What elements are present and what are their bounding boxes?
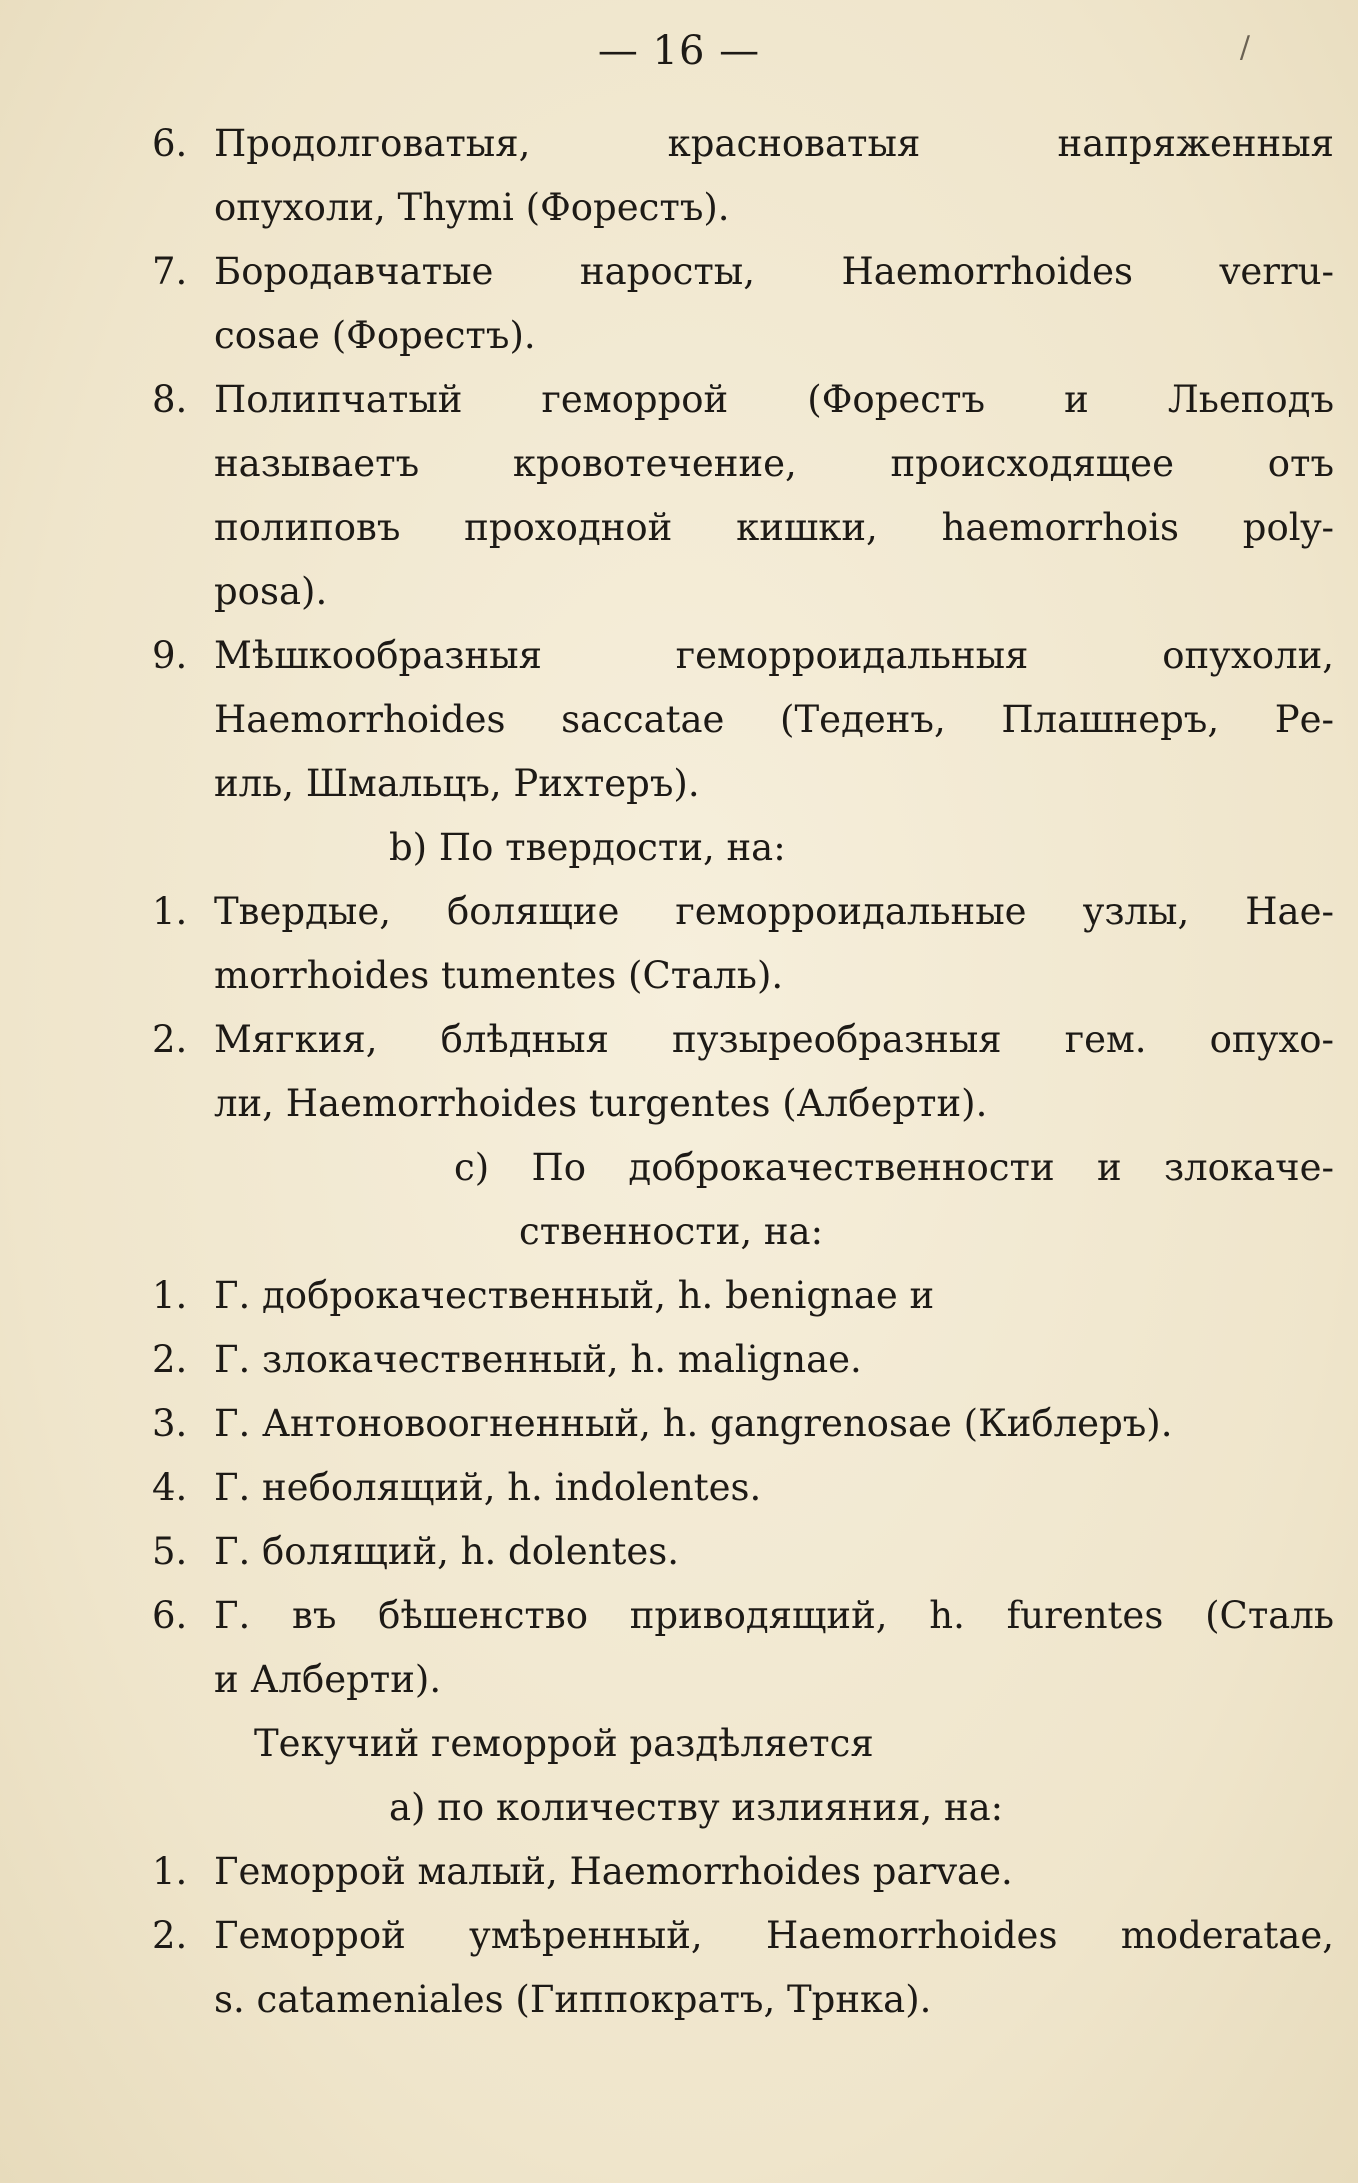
- text-body: [152, 112, 1334, 2032]
- line-text: Haemorrhoides saccatae (Теденъ, Плашнеръ, Ре-: [214, 698, 1334, 741]
- line-text: Г. болящий, h. dolentes.: [214, 1530, 680, 1573]
- line-text: Текучий геморрой раздѣляется: [254, 1722, 874, 1765]
- line-text: Мѣшкообразныя геморроидальныя опухоли,: [214, 634, 1334, 677]
- text-line: [214, 1136, 1334, 1200]
- text-line: [152, 1904, 1334, 1968]
- line-text: s. catameniales (Гиппократъ, Трнка).: [214, 1978, 932, 2021]
- line-text: Г. Антоновоогненный, h. gangrenosae (Киблеръ).: [214, 1402, 1173, 1445]
- line-text: ли, Haemorrhoides turgentes (Алберти).: [214, 1082, 988, 1125]
- text-line: [214, 496, 1334, 560]
- line-text: Полипчатый геморрой (Форестъ и Льеподъ: [214, 378, 1334, 421]
- line-text: Твердые, болящие геморроидальные узлы, Hae-: [214, 890, 1334, 933]
- item-number: 1.: [152, 1850, 188, 1893]
- line-text: Мягкия, блѣдныя пузыреобразныя гем. опухо-: [214, 1018, 1334, 1061]
- line-text: cosae (Форестъ).: [214, 314, 536, 357]
- text-line: [214, 304, 1334, 368]
- text-line: [152, 1584, 1334, 1648]
- item-number: 8.: [152, 378, 188, 421]
- text-line: [152, 240, 1334, 304]
- line-text: Г. неболящий, h. indolentes.: [214, 1466, 762, 1509]
- line-text: Бородавчатые наросты, Haemorrhoides verru-: [214, 250, 1334, 293]
- text-line: [214, 688, 1334, 752]
- item-number: 2.: [152, 1018, 188, 1061]
- text-line: [214, 1712, 1334, 1776]
- text-line: [152, 1392, 1334, 1456]
- text-line: [214, 560, 1334, 624]
- text-line: [214, 1648, 1334, 1712]
- text-line: [214, 752, 1334, 816]
- line-text: иль, Шмальцъ, Рихтеръ).: [214, 762, 700, 805]
- item-number: 2.: [152, 1338, 188, 1381]
- line-text: полиповъ проходной кишки, haemorrhois poly-: [214, 506, 1334, 549]
- line-text: Г. доброкачественный, h. benignae и: [214, 1274, 935, 1317]
- item-number: 6.: [152, 1594, 188, 1637]
- line-text: Продолговатыя, красноватыя напряженныя: [214, 122, 1334, 165]
- item-number: 2.: [152, 1914, 188, 1957]
- item-number: 5.: [152, 1530, 188, 1573]
- text-line: [152, 1456, 1334, 1520]
- line-text: morrhoides tumentes (Сталь).: [214, 954, 784, 997]
- line-text: a) по количеству излияния, на:: [389, 1786, 1004, 1829]
- text-line: [152, 1264, 1334, 1328]
- text-line: [152, 1520, 1334, 1584]
- text-line: [152, 880, 1334, 944]
- item-number: 7.: [152, 250, 188, 293]
- line-text: Геморрой малый, Haemorrhoides parvae.: [214, 1850, 1013, 1893]
- item-number: 6.: [152, 122, 188, 165]
- text-line: [214, 1200, 1334, 1264]
- line-text: c) По доброкачественности и злокаче-: [454, 1146, 1334, 1189]
- text-line: [214, 1072, 1334, 1136]
- item-number: 4.: [152, 1466, 188, 1509]
- corner-mark: /: [1239, 30, 1250, 65]
- text-line: [152, 368, 1334, 432]
- line-text: ственности, на:: [519, 1210, 824, 1253]
- text-line: [214, 1968, 1334, 2032]
- line-text: b) По твердости, на:: [389, 826, 786, 869]
- text-line: [214, 432, 1334, 496]
- text-line: [152, 624, 1334, 688]
- page-number: — 16 —: [597, 28, 761, 74]
- item-number: 9.: [152, 634, 188, 677]
- text-line: [214, 1776, 1334, 1840]
- line-text: называетъ кровотечение, происходящее отъ: [214, 442, 1334, 485]
- line-text: опухоли, Thymi (Форестъ).: [214, 186, 730, 229]
- text-line: [152, 1008, 1334, 1072]
- text-line: [152, 1328, 1334, 1392]
- line-text: Геморрой умѣренный, Haemorrhoides moderatae,: [214, 1914, 1334, 1957]
- text-line: [214, 944, 1334, 1008]
- line-text: Г. въ бѣшенство приводящий, h. furentes (Сталь: [214, 1594, 1334, 1637]
- text-line: [214, 176, 1334, 240]
- item-number: 1.: [152, 1274, 188, 1317]
- text-line: [152, 112, 1334, 176]
- line-text: и Алберти).: [214, 1658, 442, 1701]
- item-number: 1.: [152, 890, 188, 933]
- line-text: Г. злокачественный, h. malignae.: [214, 1338, 862, 1381]
- item-number: 3.: [152, 1402, 188, 1445]
- line-text: posa).: [214, 570, 328, 613]
- text-line: [152, 1840, 1334, 1904]
- text-line: [214, 816, 1334, 880]
